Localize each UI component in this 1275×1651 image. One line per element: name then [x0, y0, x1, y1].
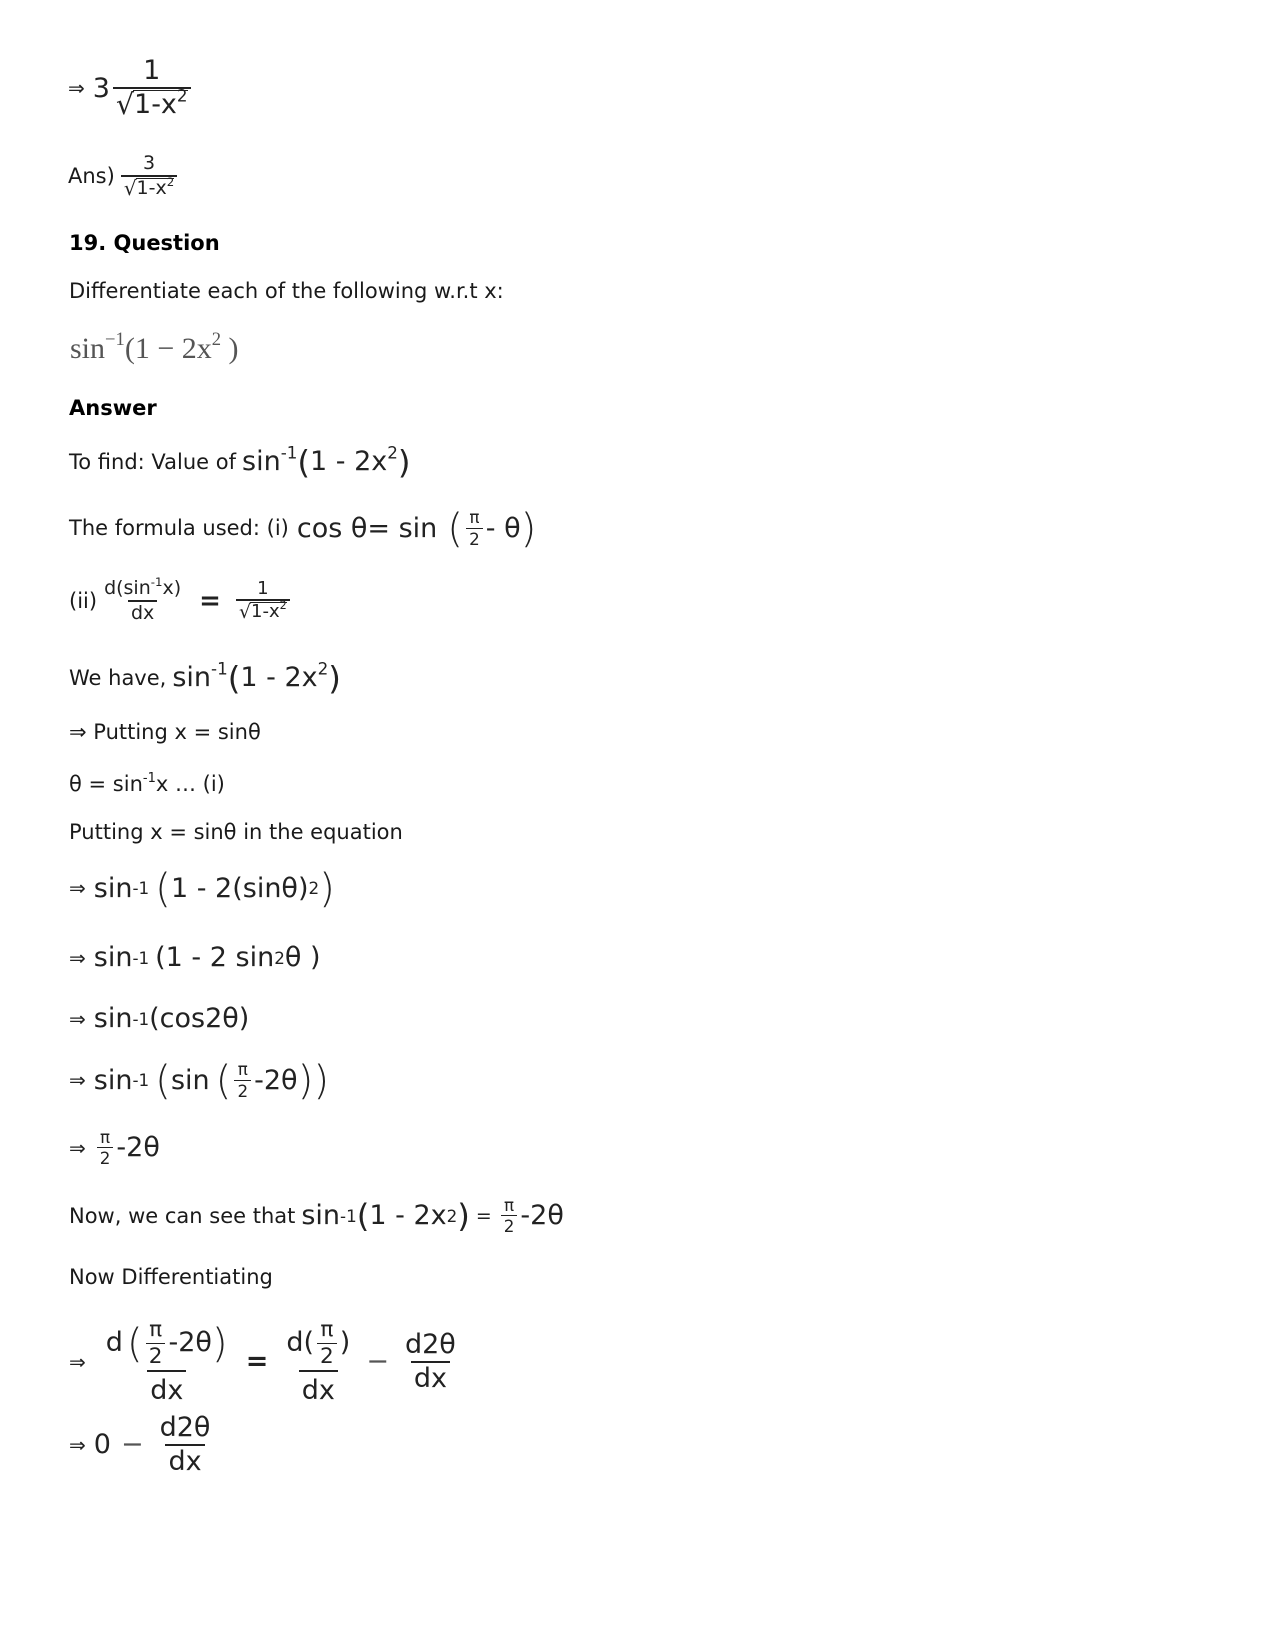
- final-fraction: $\frac{d2\theta}{dx}$: [159, 1412, 211, 1477]
- lhs-fraction: d ( $\frac{\pi}{2}$ -2θ ) dx: [105, 1317, 228, 1406]
- denominator: [113, 84, 191, 121]
- radical-icon: √: [115, 87, 135, 121]
- continuation-step: [68, 56, 194, 120]
- question-instruction: Differentiate each of the following w.r.t x:: [69, 279, 504, 303]
- rhs-fraction: 1 √ $1-x^2$: [236, 579, 290, 624]
- step-5: ⇒ $\frac{\pi}{2}$ -2θ: [69, 1127, 160, 1169]
- putting-in-equation: Putting x = sinθ in the equation: [69, 820, 403, 844]
- answer-label: Ans): [68, 164, 115, 189]
- rhs-fraction-2: $\frac{d2\theta}{dx}$: [404, 1328, 456, 1394]
- implies-arrow: ⇒: [68, 76, 85, 101]
- question-expression: $\sin^{-1}(1 - 2x^2$ ): [70, 328, 239, 365]
- formula-ii-line: (ii) $\frac{d(\sin^{-1}x)}{dx}$ = 1 √ $1-x^2$: [69, 578, 293, 624]
- fraction: [113, 56, 191, 120]
- theta-definition: $\theta = \sin^{-1}x$ … (i): [69, 770, 225, 796]
- rhs-fraction-1: d( $\frac{\pi}{2}$ ) dx: [286, 1317, 351, 1406]
- conclusion-line: Now, we can see that sin -1 ( 1 - 2x 2 ) = $\frac{\pi}{2}$ -2θ: [69, 1195, 564, 1237]
- answer-heading: Answer: [69, 396, 157, 420]
- previous-answer: [68, 153, 180, 200]
- to-find-line: To find: Value of $\sin^{-1}(1 - 2x^2)$: [69, 442, 411, 482]
- we-have-line: We have, $\sin^{-1}(1 - 2x^2)$: [69, 658, 341, 698]
- sqrt: √ $1-x^2$: [115, 84, 188, 121]
- coefficient: 3: [92, 72, 110, 104]
- step-4: ⇒ sin -1 ( sin ( $\frac{\pi}{2}$ -2θ ) ): [69, 1056, 330, 1104]
- to-find-expression: $\sin^{-1}(1 - 2x^2)$: [242, 442, 411, 482]
- step-3: ⇒ sin -1 (cos2θ): [69, 1003, 250, 1034]
- formula-i-line: The formula used: (i) cos θ= sin ( $\frac{\pi}{2}$ - θ ): [69, 504, 537, 552]
- numerator: 1: [143, 55, 161, 86]
- differentiation-step: ⇒ d ( $\frac{\pi}{2}$ -2θ ) dx = d( $\frac{\pi}{2}$ ) dx − $\frac{d2\theta}{dx}$: [69, 1318, 462, 1405]
- radical-icon: √: [123, 175, 137, 200]
- question-heading: 19. Question: [69, 231, 220, 255]
- now-differentiating: Now Differentiating: [69, 1265, 273, 1289]
- radical-icon: √: [238, 601, 252, 624]
- step-2: ⇒ sin -1 (1 - 2 sin 2 θ ): [69, 942, 321, 973]
- answer-fraction: 3 √ $1-x^2$: [121, 153, 177, 200]
- step-1: ⇒ sin -1 ( 1 - 2(sinθ) 2 ): [69, 864, 335, 912]
- final-step: ⇒ 0 − $\frac{d2\theta}{dx}$: [69, 1413, 216, 1476]
- putting-line: ⇒ Putting x = sinθ: [69, 720, 261, 744]
- derivative-fraction: $\frac{d(\sin^{-1}x)}{dx}$: [104, 574, 182, 624]
- formula-i: cos θ= sin ( $\frac{\pi}{2}$ - θ ): [296, 504, 537, 552]
